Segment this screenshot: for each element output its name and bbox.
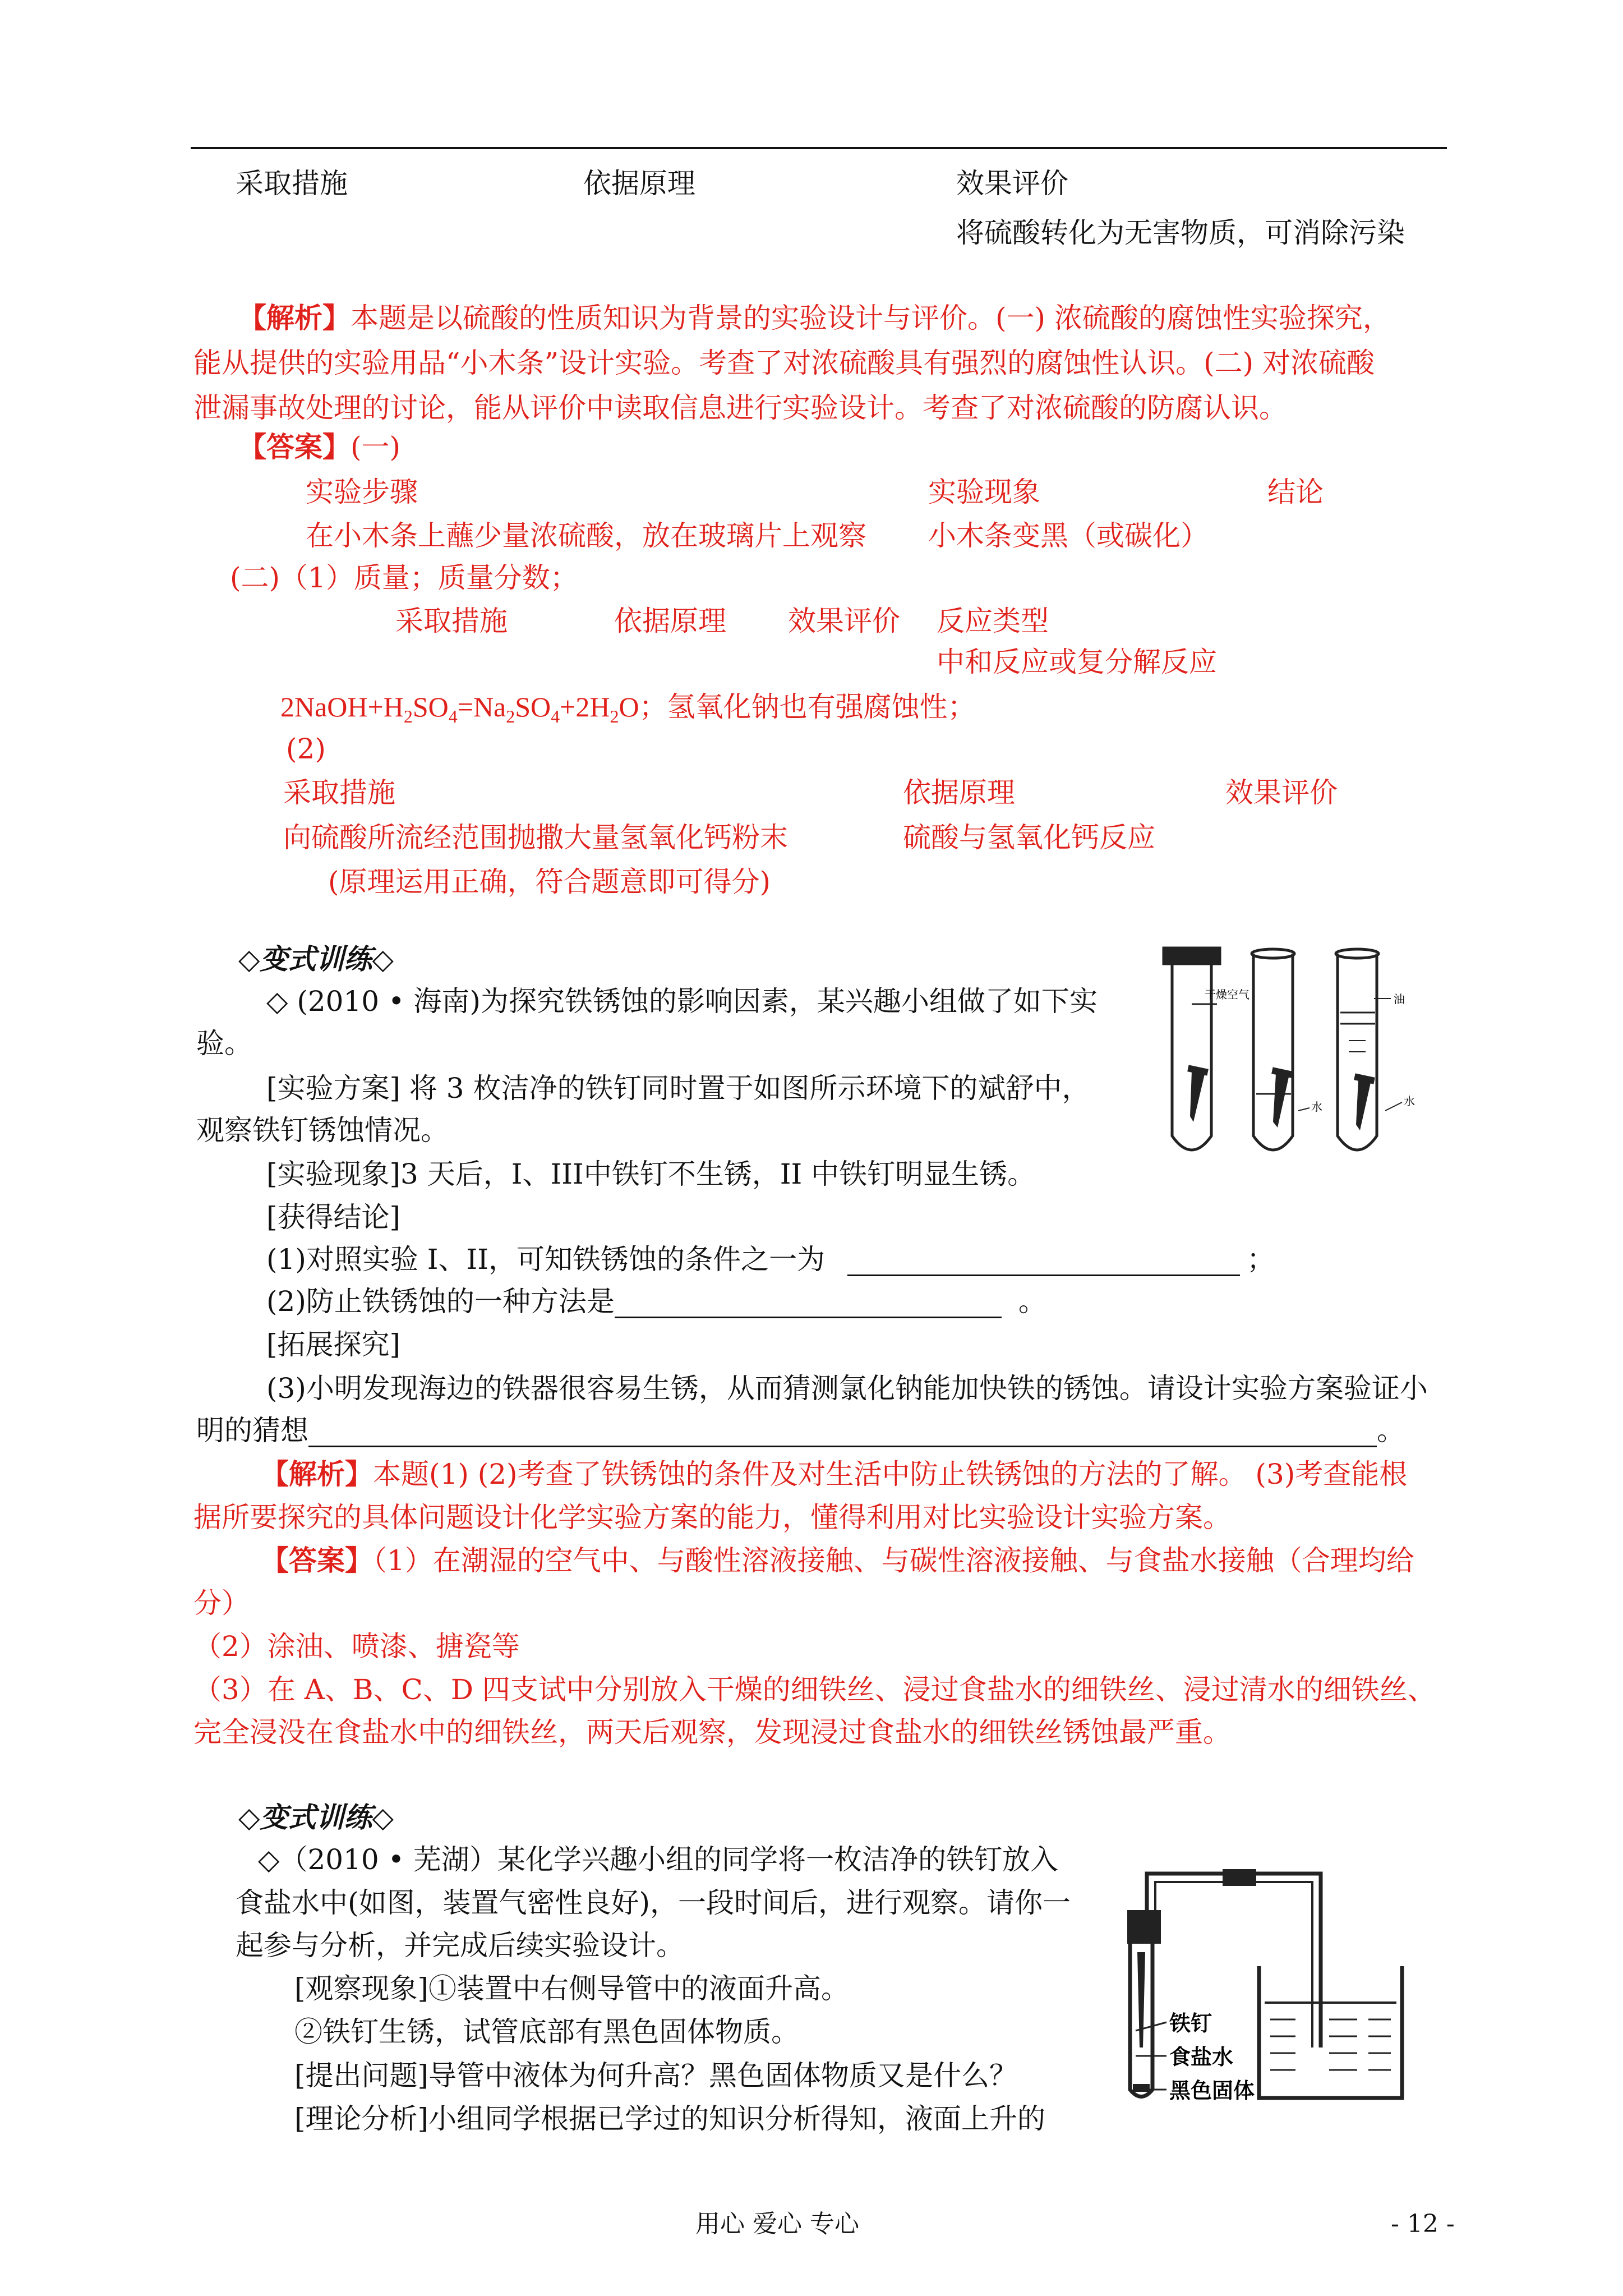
analysis-line-2: 能从提供的实验用品“小木条”设计实验。考查了对浓硫酸具有强烈的腐蚀性认识。(二) 对浓硫酸: [193, 347, 1375, 379]
fig-label-nail: 铁钉: [1169, 2010, 1212, 2036]
answer-table-header-phenomenon: 实验现象: [928, 476, 1040, 508]
variant2-observation-1: [观察现象]①装置中右侧导管中的液面升高。: [294, 1972, 850, 2005]
variant2-question-line-1: ◇（2010 • 芜湖）某化学兴趣小组的同学将一枚洁净的铁钉放入: [258, 1843, 1058, 1876]
table-cell-evaluation: 将硫酸转化为无害物质，可消除污染: [956, 217, 1405, 249]
variant1-sub-question-2: (2)防止铁锈蚀的一种方法是 。: [266, 1285, 1046, 1318]
answer-table2-header-principle: 依据原理: [614, 605, 726, 637]
answer-table3-header-measure: 采取措施: [283, 776, 395, 809]
apparatus-figure: [1110, 1862, 1447, 2109]
table-header-measure: 采取措施: [236, 167, 348, 200]
variant2-question-line-3: 起参与分析，并完成后续实验设计。: [236, 1929, 684, 1962]
analysis-line-3: 泄漏事故处理的讨论，能从评价中读取信息进行实验设计。考查了对浓硫酸的防腐认识。: [193, 392, 1287, 424]
answer-table2-header-reaction: 反应类型: [937, 605, 1049, 637]
fig-label-water-1: 水: [1311, 1101, 1322, 1114]
variant2-question: [提出问题]导管中液体为何升高？黑色固体物质又是什么？: [294, 2059, 1018, 2092]
answer-table3-header-evaluation: 效果评价: [1225, 776, 1338, 809]
chemical-equation: $2NaOH+H_2SO_4=Na_2SO_4+2H_2O$；氢氧化钠也有强腐蚀性；: [280, 691, 976, 726]
answer-heading: 【答案】(一): [238, 430, 401, 463]
answer-table-phenomenon: 小木条变黑（或碳化）: [928, 519, 1209, 552]
table-header-principle: 依据原理: [583, 167, 695, 200]
answer-table3-header-principle: 依据原理: [903, 776, 1015, 809]
variant1-analysis-2: 据所要探究的具体问题设计化学实验方案的能力，懂得利用对比实验设计实验方案。: [193, 1501, 1231, 1534]
answer-part-3: (2): [286, 733, 326, 765]
variant1-expand-heading: [拓展探究]: [266, 1328, 401, 1361]
answer-note: (原理运用正确，符合题意即可得分): [328, 866, 771, 898]
fig-label-water-2: 水: [1404, 1096, 1415, 1108]
stopper: [1127, 1910, 1161, 1944]
variant1-sub-question-3: (3)小明发现海边的铁器很容易生锈，从而猜测氯化钠能加快铁的锈蚀。请设计实验方案验证小: [266, 1372, 1428, 1405]
test-tubes-figure: [1138, 942, 1453, 1167]
footer-motto: 用心 爱心 专心: [695, 2210, 859, 2238]
fig-label-oil: 油: [1394, 993, 1405, 1006]
variant1-conclusion-heading: [获得结论]: [266, 1201, 401, 1234]
answer-table2-header-measure: 采取措施: [395, 605, 508, 637]
variant1-sub-question-3-cont: 明的猜想 。: [196, 1414, 1405, 1447]
variant1-analysis-1: 【解析】本题(1) (2)考查了铁锈蚀的条件及对生活中防止铁锈蚀的方法的了解。 (3)考查能根: [261, 1457, 1408, 1490]
answer-table-header-steps: 实验步骤: [306, 476, 418, 508]
answer-table2-header-evaluation: 效果评价: [788, 605, 900, 637]
variant1-answer-1-cont: 分）: [193, 1587, 250, 1619]
variant2-theory: [理论分析]小组同学根据已学过的知识分析得知，液面上升的: [294, 2102, 1046, 2135]
answer-blank-2[interactable]: [615, 1290, 1002, 1318]
answer-part-2: (二)（1）质量；质量分数；: [230, 562, 578, 594]
answer-table-header-conclusion: 结论: [1267, 476, 1324, 508]
variant1-answer-3: （3）在 A、B、C、D 四支试中分别放入干燥的细铁丝、浸过食盐水的细铁丝、浸过清水的细铁丝、: [193, 1673, 1436, 1706]
answer-table3-principle: 硫酸与氢氧化钙反应: [903, 821, 1155, 854]
answer-blank-3[interactable]: [308, 1419, 1377, 1447]
answer-table3-measure: 向硫酸所流经范围抛撒大量氢氧化钙粉末: [283, 821, 788, 854]
variant1-answer-2: （2）涂油、喷漆、搪瓷等: [193, 1630, 520, 1663]
variant2-question-line-2: 食盐水中(如图，装置气密性良好)，一段时间后，进行观察。请你一: [236, 1887, 1071, 1919]
header-rule: [191, 147, 1447, 149]
answer-table-step: 在小木条上蘸少量浓硫酸，放在玻璃片上观察: [306, 519, 866, 552]
fig-label-saltwater: 食盐水: [1169, 2044, 1234, 2069]
variant1-question-line-1: ◇ (2010 • 海南)为探究铁锈蚀的影响因素，某兴趣小组做了如下实: [266, 985, 1098, 1018]
variant-heading-1: ◇变式训练◇: [238, 942, 394, 976]
variant1-sub-question-1: (1)对照实验 I、II，可知铁锈蚀的条件之一为 ；: [266, 1243, 1275, 1276]
variant1-answer-3-cont: 完全浸没在食盐水中的细铁丝，两天后观察，发现浸过食盐水的细铁丝锈蚀最严重。: [193, 1716, 1231, 1749]
fig-label-dry-air: 干燥空气: [1205, 989, 1249, 1001]
page-number: - 12 -: [1391, 2210, 1455, 2238]
variant1-answer-1: 【答案】（1）在潮湿的空气中、与酸性溶液接触、与碳性溶液接触、与食盐水接触（合理均给: [261, 1544, 1414, 1577]
variant1-question-line-2: 验。: [196, 1027, 252, 1060]
stopper: [1164, 948, 1220, 964]
answer-blank-1[interactable]: [847, 1248, 1240, 1276]
answer-table2-reaction: 中和反应或复分解反应: [937, 646, 1217, 678]
variant-heading-2: ◇变式训练◇: [238, 1801, 394, 1834]
table-header-evaluation: 效果评价: [956, 167, 1068, 200]
tube-clamp: [1223, 1869, 1256, 1886]
variant1-scheme-line-2: 观察铁钉锈蚀情况。: [196, 1114, 449, 1147]
variant1-phenomenon: [实验现象]3 天后，I、III中铁钉不生锈，II 中铁钉明显生锈。: [266, 1158, 1036, 1190]
variant2-observation-2: ②铁钉生锈，试管底部有黑色固体物质。: [294, 2016, 799, 2048]
variant1-scheme-line-1: [实验方案] 将 3 枚洁净的铁钉同时置于如图所示环境下的斌舒中，: [266, 1072, 1090, 1105]
fig-label-black-solid: 黑色固体: [1169, 2078, 1255, 2103]
analysis-paragraph-1: 【解析】本题是以硫酸的性质知识为背景的实验设计与评价。(一) 浓硫酸的腐蚀性实验探究，: [238, 301, 1391, 334]
